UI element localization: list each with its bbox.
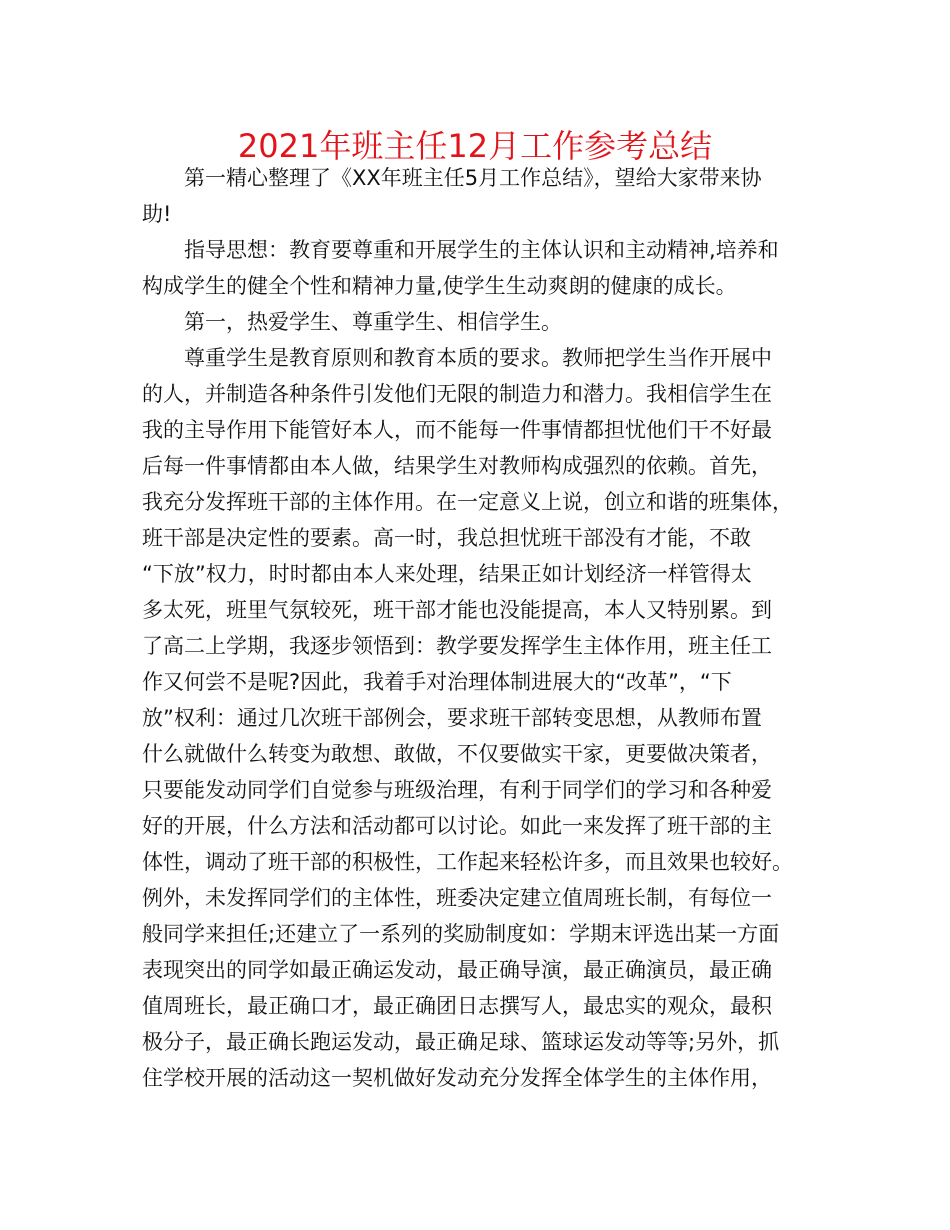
body-line: 作又何尝不是呢?因此，我着手对治理体制进展大的“改革”，“下 <box>142 670 732 694</box>
document-body <box>142 160 814 1096</box>
body-line: 好的开展，什么方法和活动都可以讨论。如此一来发挥了班干部的主 <box>142 814 772 838</box>
body-line: 我的主导作用下能管好本人，而不能每一件事情都担忧他们干不好最 <box>142 418 772 442</box>
body-line: 例外，未发挥同学们的主体性，班委决定建立值周班长制，有每位一 <box>142 886 772 910</box>
body-line: 放”权利：通过几次班干部例会，要求班干部转变思想，从教师布置 <box>142 706 762 730</box>
body-line: 第一，热爱学生、尊重学生、相信学生。 <box>184 310 562 334</box>
body-line: 指导思想：教育要尊重和开展学生的主体认识和主动精神,培养和 <box>184 238 779 262</box>
body-line: 只要能发动同学们自觉参与班级治理，有利于同学们的学习和各种爱 <box>142 778 772 802</box>
body-line: 了高二上学期，我逐步领悟到：教学要发挥学生主体作用，班主任工 <box>142 634 772 658</box>
body-line: 尊重学生是教育原则和教育本质的要求。教师把学生当作开展中 <box>184 346 772 370</box>
body-line: 班干部是决定性的要素。高一时，我总担忧班干部没有才能，不敢 <box>142 526 751 550</box>
body-line: “下放”权力，时时都由本人来处理，结果正如计划经济一样管得太 <box>142 562 752 586</box>
body-line: 后每一件事情都由本人做，结果学生对教师构成强烈的依赖。首先， <box>142 454 772 478</box>
body-line: 般同学来担任;还建立了一系列的奖励制度如：学期末评选出某一方面 <box>142 922 780 946</box>
body-line: 极分子，最正确长跑运发动，最正确足球、篮球运发动等等;另外，抓 <box>142 1030 780 1054</box>
body-line: 住学校开展的活动这一契机做好发动充分发挥全体学生的主体作用， <box>142 1066 772 1090</box>
body-line: 的人，并制造各种条件引发他们无限的制造力和潜力。我相信学生在 <box>142 382 772 406</box>
body-line: 多太死，班里气氛较死，班干部才能也没能提高，本人又特别累。到 <box>142 598 772 622</box>
document-title: 2021年班主任12月工作参考总结 <box>237 127 713 165</box>
body-line: 构成学生的健全个性和精神力量,使学生生动爽朗的健康的成长。 <box>142 274 737 298</box>
body-line: 助! <box>142 202 172 226</box>
body-line: 表现突出的同学如最正确运发动，最正确导演，最正确演员，最正确 <box>142 958 772 982</box>
body-line: 体性，调动了班干部的积极性，工作起来轻松许多，而且效果也较好。 <box>142 850 793 874</box>
body-line: 值周班长，最正确口才，最正确团日志撰写人，最忠实的观众，最积 <box>142 994 772 1018</box>
body-line: 什么就做什么转变为敢想、敢做，不仅要做实干家，更要做决策者， <box>142 742 772 766</box>
body-line: 第一精心整理了《XX年班主任5月工作总结》，望给大家带来协 <box>184 166 762 190</box>
body-line: 我充分发挥班干部的主体作用。在一定意义上说，创立和谐的班集体， <box>142 490 793 514</box>
